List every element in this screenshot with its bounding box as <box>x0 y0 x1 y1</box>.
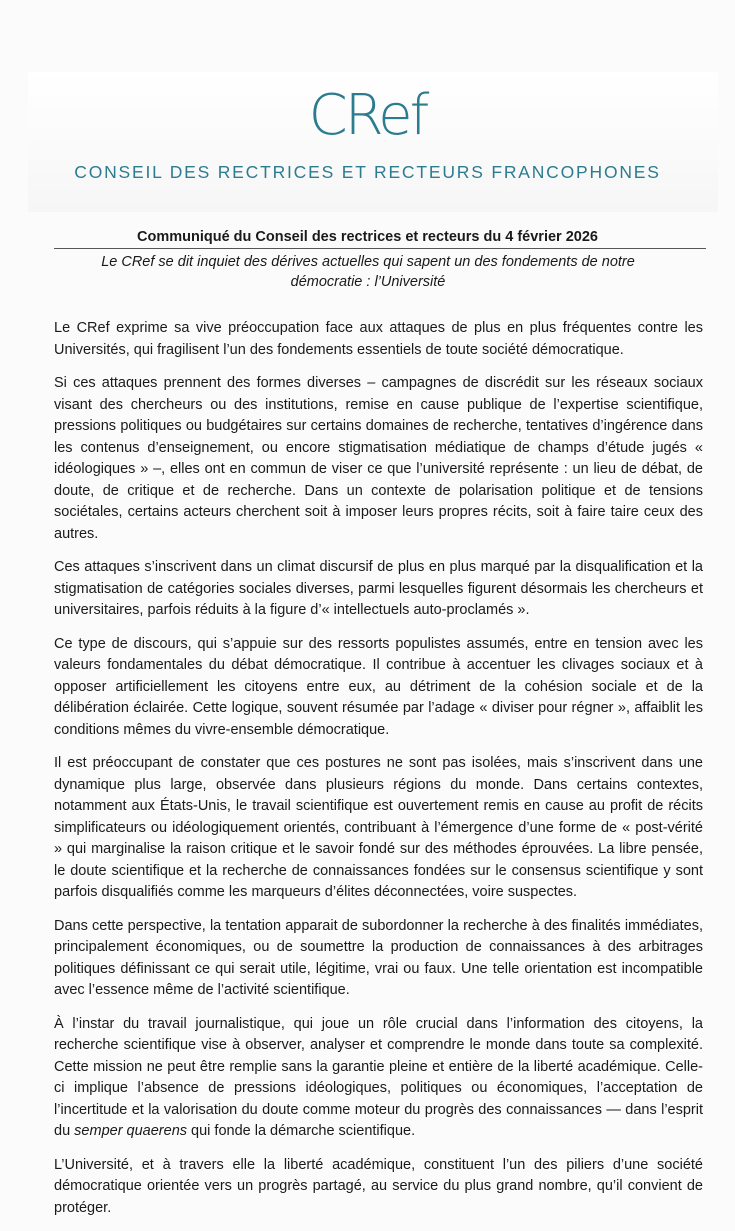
latin-phrase: semper quaerens <box>74 1123 188 1139</box>
communique-subtitle: Le CRef se dit inquiet des dérives actuelles qui sapent un des fondements de notre démocratie : l’Université <box>101 254 635 290</box>
paragraph-7-end: qui fonde la démarche scientifique. <box>187 1123 416 1139</box>
paragraph-7 <box>54 1014 703 1143</box>
cref-logo: CRef <box>308 83 427 148</box>
communique-title: Communiqué du Conseil des rectrices et recteurs du 4 février 2026 <box>137 229 598 245</box>
paragraph-2: Si ces attaques prennent des formes diverses – campagnes de discrédit sur les réseaux sociaux visant des chercheurs ou des institutions, remise en cause publique de l’expertise scientifique, pressions politiques ou budgétaires sur certains domaines de recherche, tentatives d’ingérence dans les contenus d’enseignement, ou encore stigmatisation médiatique de champs d’étude jugés « idéologiques » –, elles ont en commun de viser ce que l’université représente : un lieu de débat, de doute, de critique et de recherche. Dans un contexte de polarisation politique et de tensions sociétales, certains acteurs cherchent soit à imposer leurs propres récits, soit à faire taire ceux des autres. <box>54 375 703 542</box>
paragraph-7-text: À l’instar du travail journalistique, qui joue un rôle crucial dans l’information des citoyens, la recherche scientifique vise à observer, analyser et comprendre le monde dans toute sa complexité. Cette mission ne peut être remplie sans la garantie pleine et entière de la liberté académique. Celle-ci implique l’absence de pressions idéologiques, politiques ou économiques, l’acceptation de l’incertitude et la valorisation du doute comme moteur du progrès des connaissances — dans l’esprit du <box>54 1015 703 1139</box>
communique-body <box>54 318 703 1231</box>
paragraph-1: Le CRef exprime sa vive préoccupation face aux attaques de plus en plus fréquentes contre les Universités, qui fragilisent l’un des fondements essentiels de toute société démocratique. <box>54 320 703 358</box>
paragraph-3: Ces attaques s’inscrivent dans un climat discursif de plus en plus marqué par la disqualification et la stigmatisation de catégories sociales diverses, parmi lesquelles figurent désormais les chercheurs et universitaires, parfois réduits à la figure d’« intellectuels auto-proclamés ». <box>54 559 703 618</box>
organization-name: CONSEIL DES RECTRICES ET RECTEURS FRANCOPHONES <box>74 162 661 182</box>
paragraph-4: Ce type de discours, qui s’appuie sur des ressorts populistes assumés, entre en tension avec les valeurs fondamentales du débat démocratique. Il contribue à accentuer les clivages sociaux et à opposer artificiellement les citoyens entre eux, au détriment de la cohésion sociale et de la délibération éclairée. Cette logique, souvent résumée par l’adage « diviser pour régner », affaiblit les conditions mêmes du vivre-ensemble démocratique. <box>54 635 703 738</box>
paragraph-6: Dans cette perspective, la tentation apparait de subordonner la recherche à des finalités immédiates, principalement économiques, ou de soumettre la production de connaissances à des arbitrages politiques définissant ce qui serait utile, légitime, vrai ou faux. Une telle orientation est incompatible avec l’essence même de l’activité scientifique. <box>54 917 703 998</box>
title-divider <box>54 248 706 249</box>
paragraph-5: Il est préoccupant de constater que ces postures ne sont pas isolées, mais s’inscrivent dans une dynamique plus large, observée dans plusieurs régions du monde. Dans certains contextes, notamment aux États-Unis, le travail scientifique est ouvertement remis en cause au profit de récits simplificateurs ou idéologiquement orientés, contribuant à l’émergence d’une forme de « post-vérité » qui marginalise la raison critique et le savoir fondé sur des méthodes éprouvées. La libre pensée, le doute scientifique et la recherche de connaissances fondées sur le consensus scientifique y sont parfois disqualifiés comme les marqueurs d’élites déconnectées, voire suspectes. <box>54 755 703 900</box>
paragraph-8: L’Université, et à travers elle la liberté académique, constituent l’un des piliers d’une société démocratique orientée vers un progrès partagé, au service du plus grand nombre, qu’il convient de protéger. <box>54 1156 703 1216</box>
